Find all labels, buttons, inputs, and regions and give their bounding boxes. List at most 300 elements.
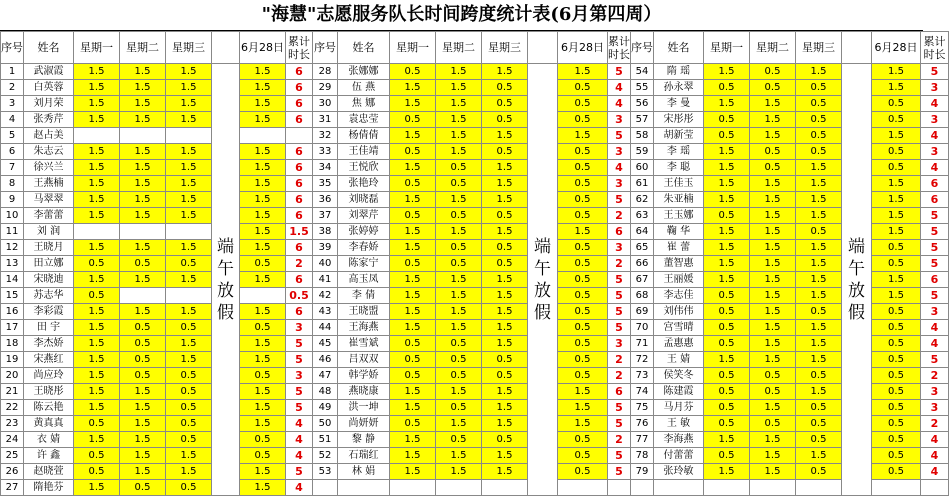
total-hours-cell: 4 [921, 464, 949, 480]
tue-hours-cell: 1.5 [120, 400, 166, 416]
jun28-hours-cell: 0.5 [558, 208, 608, 224]
seq-cell: 20 [1, 368, 24, 384]
mon-hours-cell: 0.5 [390, 144, 436, 160]
mon-hours-cell: 1.5 [74, 384, 120, 400]
name-cell: 王晓盟 [338, 304, 390, 320]
mon-hours-cell: 0.5 [704, 80, 750, 96]
table-row [1, 80, 949, 96]
jun28-hours-cell: 0.5 [872, 320, 921, 336]
jun28-hours-cell: 0.5 [872, 400, 921, 416]
name-cell: 王晓彤 [24, 384, 74, 400]
total-hours-cell: 2 [286, 256, 313, 272]
wed-hours-cell: 1.5 [796, 208, 842, 224]
holiday-note: 端午放假 [842, 64, 872, 496]
tue-hours-cell: 1.5 [750, 240, 796, 256]
jun28-hours-cell: 1.5 [240, 160, 286, 176]
empty-cell [921, 480, 949, 496]
mon-hours-cell: 1.5 [74, 96, 120, 112]
total-hours-cell: 5 [921, 240, 949, 256]
wed-hours-cell: 1.5 [796, 240, 842, 256]
wed-hours-cell: 0.5 [482, 144, 528, 160]
total-hours-cell: 5 [608, 416, 631, 432]
mon-hours-cell: 1.5 [74, 400, 120, 416]
name-cell: 李 曼 [654, 96, 704, 112]
tue-hours-cell: 0.5 [436, 400, 482, 416]
tue-hours-cell: 1.5 [120, 208, 166, 224]
seq-cell: 1 [1, 64, 24, 80]
seq-cell: 66 [631, 256, 654, 272]
mon-hours-cell: 0.5 [390, 112, 436, 128]
wed-hours-cell: 0.5 [482, 80, 528, 96]
name-cell: 黄真真 [24, 416, 74, 432]
column-header-date: 6月28日 [240, 32, 286, 64]
empty-cell [796, 480, 842, 496]
total-hours-cell [286, 128, 313, 144]
seq-cell: 37 [313, 208, 338, 224]
jun28-hours-cell: 1.5 [240, 464, 286, 480]
tue-hours-cell: 0.5 [750, 80, 796, 96]
seq-cell: 75 [631, 400, 654, 416]
wed-hours-cell: 0.5 [482, 96, 528, 112]
tue-hours-cell: 1.5 [750, 320, 796, 336]
mon-hours-cell: 1.5 [704, 160, 750, 176]
column-header-blank [842, 32, 872, 64]
total-hours-cell: 6 [286, 160, 313, 176]
holiday-note: 端午放假 [528, 64, 558, 496]
total-hours-cell: 5 [608, 464, 631, 480]
seq-cell: 67 [631, 272, 654, 288]
mon-hours-cell: 0.5 [390, 176, 436, 192]
mon-hours-cell: 0.5 [74, 416, 120, 432]
jun28-hours-cell: 1.5 [240, 400, 286, 416]
wed-hours-cell: 1.5 [166, 80, 212, 96]
mon-hours-cell: 1.5 [704, 144, 750, 160]
jun28-hours-cell: 0.5 [558, 80, 608, 96]
total-hours-cell: 5 [608, 448, 631, 464]
mon-hours-cell: 0.5 [704, 208, 750, 224]
empty-cell [436, 480, 482, 496]
tue-hours-cell: 1.5 [436, 64, 482, 80]
wed-hours-cell: 0.5 [482, 112, 528, 128]
jun28-hours-cell: 0.5 [872, 144, 921, 160]
jun28-hours-cell: 0.5 [558, 160, 608, 176]
seq-cell: 22 [1, 400, 24, 416]
total-hours-cell: 5 [921, 64, 949, 80]
total-hours-cell: 3 [608, 176, 631, 192]
column-header-tue: 星期二 [120, 32, 166, 64]
table-row [1, 224, 949, 240]
name-cell: 王佳玉 [654, 176, 704, 192]
tue-hours-cell: 0.5 [436, 336, 482, 352]
seq-cell: 2 [1, 80, 24, 96]
column-header-wed: 星期三 [796, 32, 842, 64]
tue-hours-cell: 1.5 [436, 464, 482, 480]
total-hours-cell: 3 [608, 144, 631, 160]
mon-hours-cell: 1.5 [390, 96, 436, 112]
seq-cell: 60 [631, 160, 654, 176]
seq-cell: 26 [1, 464, 24, 480]
tue-hours-cell: 1.5 [436, 288, 482, 304]
mon-hours-cell: 1.5 [74, 304, 120, 320]
total-hours-cell: 6 [286, 304, 313, 320]
total-hours-cell: 3 [608, 240, 631, 256]
name-cell: 黎 静 [338, 432, 390, 448]
wed-hours-cell: 1.5 [166, 144, 212, 160]
seq-cell: 33 [313, 144, 338, 160]
tue-hours-cell: 1.5 [120, 192, 166, 208]
total-hours-cell: 2 [921, 416, 949, 432]
wed-hours-cell: 1.5 [166, 336, 212, 352]
tue-hours-cell: 0.5 [436, 432, 482, 448]
jun28-hours-cell: 1.5 [872, 64, 921, 80]
mon-hours-cell: 1.5 [704, 192, 750, 208]
wed-hours-cell: 1.5 [166, 448, 212, 464]
tue-hours-cell: 1.5 [436, 272, 482, 288]
seq-cell: 48 [313, 384, 338, 400]
name-cell: 王海燕 [338, 320, 390, 336]
column-header-total: 累计时长 [608, 32, 631, 64]
wed-hours-cell: 0.5 [166, 480, 212, 496]
mon-hours-cell: 1.5 [390, 464, 436, 480]
column-header-wed: 星期三 [166, 32, 212, 64]
jun28-hours-cell: 1.5 [872, 208, 921, 224]
total-hours-cell: 4 [608, 80, 631, 96]
seq-cell: 3 [1, 96, 24, 112]
tue-hours-cell: 1.5 [750, 336, 796, 352]
wed-hours-cell: 1.5 [166, 64, 212, 80]
seq-cell: 47 [313, 368, 338, 384]
name-cell: 李杰娇 [24, 336, 74, 352]
seq-cell: 27 [1, 480, 24, 496]
seq-cell: 38 [313, 224, 338, 240]
wed-hours-cell: 1.5 [482, 272, 528, 288]
empty-cell [750, 480, 796, 496]
jun28-hours-cell: 0.5 [558, 240, 608, 256]
mon-hours-cell: 1.5 [704, 176, 750, 192]
mon-hours-cell: 1.5 [390, 448, 436, 464]
wed-hours-cell: 1.5 [482, 64, 528, 80]
name-cell: 燕晓康 [338, 384, 390, 400]
table-row [1, 432, 949, 448]
total-hours-cell: 3 [608, 336, 631, 352]
column-header-date: 6月28日 [558, 32, 608, 64]
seq-cell: 35 [313, 176, 338, 192]
mon-hours-cell: 1.5 [74, 240, 120, 256]
seq-cell: 18 [1, 336, 24, 352]
wed-hours-cell: 1.5 [166, 352, 212, 368]
name-cell: 洪一坤 [338, 400, 390, 416]
mon-hours-cell: 1.5 [74, 176, 120, 192]
tue-hours-cell: 0.5 [120, 256, 166, 272]
seq-cell: 79 [631, 464, 654, 480]
wed-hours-cell: 0.5 [166, 256, 212, 272]
total-hours-cell: 3 [921, 384, 949, 400]
total-hours-cell: 4 [921, 432, 949, 448]
table-row [1, 448, 949, 464]
column-header-blank [528, 32, 558, 64]
jun28-hours-cell: 0.5 [240, 448, 286, 464]
seq-cell: 51 [313, 432, 338, 448]
mon-hours-cell: 1.5 [390, 192, 436, 208]
mon-hours-cell: 0.5 [74, 288, 120, 304]
seq-cell: 25 [1, 448, 24, 464]
jun28-hours-cell: 0.5 [240, 320, 286, 336]
name-cell: 崔 蕾 [654, 240, 704, 256]
seq-cell: 65 [631, 240, 654, 256]
empty-cell [631, 480, 654, 496]
seq-cell: 21 [1, 384, 24, 400]
mon-hours-cell: 1.5 [74, 64, 120, 80]
total-hours-cell: 6 [286, 80, 313, 96]
seq-cell: 77 [631, 432, 654, 448]
wed-hours-cell: 0.5 [796, 432, 842, 448]
name-cell: 王悦欣 [338, 160, 390, 176]
total-hours-cell: 5 [608, 64, 631, 80]
seq-cell: 46 [313, 352, 338, 368]
wed-hours-cell: 0.5 [796, 80, 842, 96]
seq-cell: 6 [1, 144, 24, 160]
total-hours-cell: 6 [286, 176, 313, 192]
seq-cell: 10 [1, 208, 24, 224]
name-cell: 赵占美 [24, 128, 74, 144]
mon-hours-cell: 1.5 [390, 240, 436, 256]
mon-hours-cell: 0.5 [704, 448, 750, 464]
wed-hours-cell: 0.5 [166, 416, 212, 432]
jun28-hours-cell: 0.5 [558, 352, 608, 368]
table-row [1, 400, 949, 416]
tue-hours-cell: 1.5 [120, 144, 166, 160]
name-cell: 刘伟伟 [654, 304, 704, 320]
tue-hours-cell: 1.5 [750, 96, 796, 112]
total-hours-cell: 6 [286, 240, 313, 256]
wed-hours-cell: 0.5 [166, 384, 212, 400]
tue-hours-cell: 1.5 [120, 448, 166, 464]
total-hours-cell: 5 [921, 256, 949, 272]
total-hours-cell: 5 [608, 320, 631, 336]
wed-hours-cell: 1.5 [482, 448, 528, 464]
column-header-mon: 星期一 [74, 32, 120, 64]
seq-cell: 13 [1, 256, 24, 272]
mon-hours-cell: 1.5 [74, 80, 120, 96]
mon-hours-cell: 1.5 [74, 352, 120, 368]
tue-hours-cell: 1.5 [436, 304, 482, 320]
mon-hours-cell: 0.5 [704, 368, 750, 384]
mon-hours-cell: 1.5 [74, 144, 120, 160]
seq-cell: 19 [1, 352, 24, 368]
jun28-hours-cell: 1.5 [240, 304, 286, 320]
table-row [1, 288, 949, 304]
name-cell: 韩学娇 [338, 368, 390, 384]
table-row [1, 256, 949, 272]
tue-hours-cell: 1.5 [750, 352, 796, 368]
total-hours-cell: 2 [608, 256, 631, 272]
wed-hours-cell: 1.5 [482, 176, 528, 192]
name-cell: 苏志华 [24, 288, 74, 304]
total-hours-cell: 6 [286, 208, 313, 224]
wed-hours-cell: 1.5 [482, 416, 528, 432]
sheet-title: "海慧"志愿服务队长时间跨度统计表(6月第四周） [0, 0, 923, 31]
seq-cell: 16 [1, 304, 24, 320]
mon-hours-cell: 1.5 [74, 160, 120, 176]
wed-hours-cell: 1.5 [166, 112, 212, 128]
name-cell: 张娜娜 [338, 64, 390, 80]
empty-cell [338, 480, 390, 496]
seq-cell: 23 [1, 416, 24, 432]
name-cell: 王丽媛 [654, 272, 704, 288]
name-cell: 朱志云 [24, 144, 74, 160]
table-row [1, 144, 949, 160]
mon-hours-cell: 1.5 [74, 208, 120, 224]
name-cell: 袁忠莹 [338, 112, 390, 128]
table-row [1, 272, 949, 288]
name-cell: 陈建霞 [654, 384, 704, 400]
name-cell: 隋艳芬 [24, 480, 74, 496]
column-header-name: 姓名 [338, 32, 390, 64]
table-row [1, 64, 949, 80]
seq-cell: 31 [313, 112, 338, 128]
name-cell: 王晓月 [24, 240, 74, 256]
jun28-hours-cell: 1.5 [240, 96, 286, 112]
jun28-hours-cell: 0.5 [872, 160, 921, 176]
seq-cell: 4 [1, 112, 24, 128]
total-hours-cell: 4 [921, 160, 949, 176]
jun28-hours-cell: 1.5 [558, 128, 608, 144]
jun28-hours-cell: 0.5 [872, 96, 921, 112]
column-header-tue: 星期二 [436, 32, 482, 64]
name-cell: 张婷婷 [338, 224, 390, 240]
tue-hours-cell: 0.5 [750, 384, 796, 400]
seq-cell: 17 [1, 320, 24, 336]
wed-hours-cell: 0.5 [796, 128, 842, 144]
wed-hours-cell: 0.5 [796, 464, 842, 480]
empty-cell [313, 480, 338, 496]
mon-hours-cell: 1.5 [74, 432, 120, 448]
mon-hours-cell: 1.5 [704, 256, 750, 272]
empty-cell [608, 480, 631, 496]
name-cell: 刘月荣 [24, 96, 74, 112]
tue-hours-cell: 1.5 [120, 304, 166, 320]
name-cell: 胡新莹 [654, 128, 704, 144]
name-cell: 张秀芹 [24, 112, 74, 128]
seq-cell: 36 [313, 192, 338, 208]
mon-hours-cell: 1.5 [704, 432, 750, 448]
empty-cell [654, 480, 704, 496]
seq-cell: 43 [313, 304, 338, 320]
tue-hours-cell: 1.5 [750, 400, 796, 416]
wed-hours-cell [166, 128, 212, 144]
wed-hours-cell: 1.5 [482, 320, 528, 336]
name-cell: 徐兴兰 [24, 160, 74, 176]
mon-hours-cell: 1.5 [704, 240, 750, 256]
wed-hours-cell: 0.5 [482, 208, 528, 224]
tue-hours-cell [120, 128, 166, 144]
tue-hours-cell [120, 224, 166, 240]
jun28-hours-cell: 0.5 [872, 256, 921, 272]
jun28-hours-cell: 1.5 [558, 224, 608, 240]
table-row [1, 160, 949, 176]
seq-cell: 59 [631, 144, 654, 160]
empty-cell [558, 480, 608, 496]
column-header-total: 累计时长 [286, 32, 313, 64]
jun28-hours-cell: 0.5 [872, 368, 921, 384]
total-hours-cell: 5 [921, 208, 949, 224]
mon-hours-cell: 1.5 [390, 384, 436, 400]
table-row [1, 208, 949, 224]
name-cell: 尚妍妍 [338, 416, 390, 432]
tue-hours-cell: 0.5 [436, 368, 482, 384]
table-row [1, 464, 949, 480]
name-cell: 宋晓迪 [24, 272, 74, 288]
mon-hours-cell: 0.5 [74, 256, 120, 272]
empty-cell [390, 480, 436, 496]
mon-hours-cell: 0.5 [390, 416, 436, 432]
total-hours-cell: 6 [921, 192, 949, 208]
name-cell: 朱亚楠 [654, 192, 704, 208]
jun28-hours-cell: 0.5 [872, 448, 921, 464]
name-cell: 李 倩 [338, 288, 390, 304]
mon-hours-cell: 1.5 [74, 336, 120, 352]
total-hours-cell: 3 [921, 400, 949, 416]
table-row [1, 480, 949, 496]
mon-hours-cell: 1.5 [74, 368, 120, 384]
jun28-hours-cell: 0.5 [558, 432, 608, 448]
jun28-hours-cell: 1.5 [240, 208, 286, 224]
mon-hours-cell: 1.5 [390, 432, 436, 448]
jun28-hours-cell: 0.5 [872, 464, 921, 480]
name-cell: 吕双双 [338, 352, 390, 368]
seq-cell: 7 [1, 160, 24, 176]
seq-cell: 78 [631, 448, 654, 464]
name-cell: 焦 娜 [338, 96, 390, 112]
tue-hours-cell: 1.5 [750, 304, 796, 320]
wed-hours-cell: 1.5 [166, 208, 212, 224]
name-cell: 许 鑫 [24, 448, 74, 464]
seq-cell: 39 [313, 240, 338, 256]
table-row [1, 192, 949, 208]
name-cell: 鞠 华 [654, 224, 704, 240]
tue-hours-cell: 1.5 [436, 96, 482, 112]
name-cell: 张玲敏 [654, 464, 704, 480]
seq-cell: 69 [631, 304, 654, 320]
tue-hours-cell: 0.5 [436, 352, 482, 368]
seq-cell: 11 [1, 224, 24, 240]
jun28-hours-cell: 0.5 [240, 432, 286, 448]
mon-hours-cell: 1.5 [390, 272, 436, 288]
mon-hours-cell: 0.5 [704, 288, 750, 304]
total-hours-cell: 3 [608, 112, 631, 128]
wed-hours-cell: 1.5 [796, 256, 842, 272]
name-cell: 刘翠芹 [338, 208, 390, 224]
wed-hours-cell: 1.5 [796, 352, 842, 368]
tue-hours-cell: 1.5 [436, 448, 482, 464]
mon-hours-cell: 1.5 [74, 320, 120, 336]
total-hours-cell: 6 [608, 224, 631, 240]
wed-hours-cell: 1.5 [166, 304, 212, 320]
column-header-tue: 星期二 [750, 32, 796, 64]
mon-hours-cell: 0.5 [390, 352, 436, 368]
table-row [1, 368, 949, 384]
mon-hours-cell: 0.5 [704, 320, 750, 336]
seq-cell: 28 [313, 64, 338, 80]
seq-cell: 62 [631, 192, 654, 208]
wed-hours-cell: 0.5 [166, 368, 212, 384]
table-row [1, 352, 949, 368]
mon-hours-cell: 0.5 [704, 128, 750, 144]
name-cell: 李海燕 [654, 432, 704, 448]
total-hours-cell: 5 [921, 224, 949, 240]
wed-hours-cell: 1.5 [166, 160, 212, 176]
total-hours-cell: 3 [921, 144, 949, 160]
